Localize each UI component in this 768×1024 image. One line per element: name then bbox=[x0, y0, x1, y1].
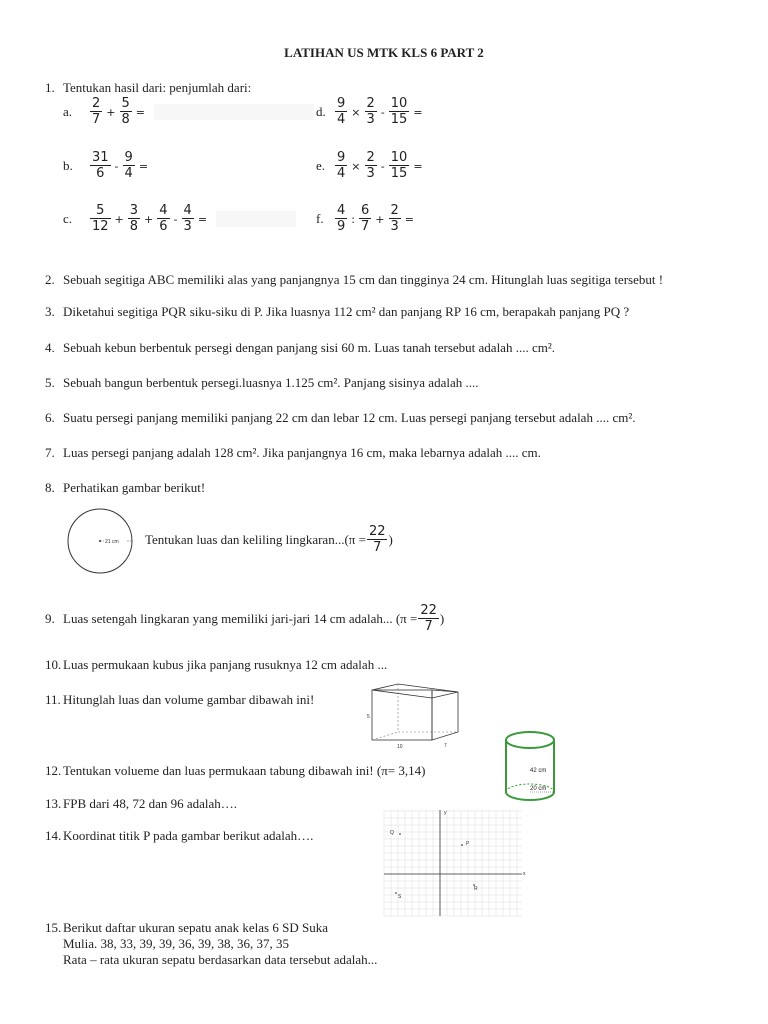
equals-sign: = bbox=[135, 105, 145, 119]
cylinder-height-label: 42 cm bbox=[530, 768, 547, 774]
fraction: $\frac{9}{4}$ bbox=[124, 150, 133, 181]
question-4: 4. Sebuah kebun berbentuk persegi dengan panjang sisi 60 m. Luas tanah tersebut adalah .... cm². bbox=[45, 340, 555, 355]
fraction: $\frac{6}{7}$ bbox=[361, 203, 370, 234]
equals-sign: = bbox=[404, 212, 414, 226]
question-7: 7. Luas persegi panjang adalah 128 cm². Jika panjangnya 16 cm, maka lebarnya adalah .... cm. bbox=[45, 445, 541, 460]
item-label: c. bbox=[63, 211, 73, 226]
operator: - bbox=[173, 212, 178, 226]
item-label: d. bbox=[316, 104, 326, 119]
question-8: 8. Perhatikan gambar berikut! bbox=[45, 480, 206, 495]
question-6: 6. Suatu persegi panjang memiliki panjang 22 cm dan lebar 12 cm. Luas persegi panjang tersebut adalah .... cm². bbox=[45, 410, 636, 425]
fraction: $\frac{4}{3}$ bbox=[183, 203, 192, 234]
question-text: Luas setengah lingkaran yang memiliki jari-jari 14 cm adalah... (π = bbox=[63, 611, 418, 626]
operator: + bbox=[375, 212, 385, 226]
cylinder-diameter-label: 20 cm bbox=[530, 786, 547, 792]
question-text: Luas persegi panjang adalah 128 cm². Jika panjangnya 16 cm, maka lebarnya adalah .... cm. bbox=[63, 445, 541, 460]
equals-sign: = bbox=[197, 212, 208, 226]
operator: + bbox=[106, 105, 116, 119]
item-label: a. bbox=[63, 104, 73, 119]
pi-fraction: $\frac{22}{7}$ bbox=[420, 603, 437, 634]
fraction: $\frac{10}{15}$ bbox=[390, 150, 408, 181]
answer-area bbox=[216, 211, 296, 227]
operator: + bbox=[144, 212, 154, 226]
item-1a bbox=[63, 96, 314, 128]
item-1d bbox=[316, 96, 426, 128]
fraction: $\frac{10}{15}$ bbox=[390, 96, 408, 127]
fraction: $\frac{5}{8}$ bbox=[121, 96, 130, 127]
fraction: $\frac{31}{6}$ bbox=[92, 150, 109, 181]
operator: - bbox=[380, 159, 385, 173]
cuboid-figure bbox=[364, 680, 464, 752]
question-text: Koordinat titik P pada gambar berikut adalah…. bbox=[63, 828, 314, 843]
equals-sign: = bbox=[138, 159, 149, 173]
equals-sign: = bbox=[413, 159, 423, 173]
question-1 bbox=[45, 80, 251, 96]
question-10: 10. Luas permukaan kubus jika panjang rusuknya 12 cm adalah ... bbox=[45, 657, 388, 672]
fraction: $\frac{2}{3}$ bbox=[390, 203, 399, 234]
fraction: $\frac{4}{6}$ bbox=[159, 203, 168, 234]
height-label: 5 bbox=[367, 714, 370, 720]
operator: - bbox=[114, 159, 119, 173]
question-9 bbox=[45, 603, 444, 635]
question-number: 9. bbox=[45, 611, 55, 626]
pi-fraction: $\frac{22}{7}$ bbox=[368, 524, 386, 555]
fraction: $\frac{9}{4}$ bbox=[337, 150, 346, 181]
question-2: 2. Sebuah segitiga ABC memiliki alas yang panjangnya 15 cm dan tingginya 24 cm. Hitunglah luas segitiga tersebut ! bbox=[45, 272, 664, 287]
question-text: Suatu persegi panjang memiliki panjang 22 cm dan lebar 12 cm. Luas persegi panjang tersebut adalah .... cm². bbox=[63, 410, 636, 425]
question-text: Sebuah bangun berbentuk persegi.luasnya 1.125 cm². Panjang sisinya adalah .... bbox=[63, 375, 479, 390]
fraction: $\frac{4}{9}$ bbox=[337, 203, 346, 234]
question-13: 13. FPB dari 48, 72 dan 96 adalah…. bbox=[45, 796, 238, 811]
item-1b bbox=[63, 150, 151, 182]
item-label: b. bbox=[63, 158, 73, 173]
width-label: 7 bbox=[444, 743, 447, 749]
point-p-label: P bbox=[466, 841, 470, 847]
item-1e bbox=[316, 150, 426, 182]
question-14: 14. Koordinat titik P pada gambar berikut adalah…. bbox=[45, 828, 314, 843]
y-axis-label: y bbox=[444, 810, 447, 816]
operator: × bbox=[351, 105, 361, 119]
question-text: Sebuah segitiga ABC memiliki alas yang panjangnya 15 cm dan tingginya 24 cm. Hitunglah luas segitiga tersebut ! bbox=[63, 272, 664, 287]
question-text: Mulia. 38, 33, 39, 39, 36, 39, 38, 36, 37, 35 bbox=[63, 936, 290, 951]
question-11: 11. Hitunglah luas dan volume gambar dibawah ini! bbox=[45, 692, 315, 707]
item-1c bbox=[63, 203, 296, 235]
question-5: 5. Sebuah bangun berbentuk persegi.luasnya 1.125 cm². Panjang sisinya adalah .... bbox=[45, 375, 479, 390]
fraction: $\frac{2}{7}$ bbox=[92, 96, 101, 127]
closing-paren: ) bbox=[439, 611, 445, 626]
fraction: $\frac{5}{12}$ bbox=[92, 203, 109, 234]
circle-figure bbox=[64, 505, 136, 577]
operator: : bbox=[351, 212, 355, 226]
fraction: $\frac{3}{8}$ bbox=[129, 203, 139, 234]
question-text: FPB dari 48, 72 dan 96 adalah…. bbox=[63, 796, 238, 811]
question-text: Perhatikan gambar berikut! bbox=[63, 480, 206, 495]
fraction: $\frac{2}{3}$ bbox=[366, 96, 375, 127]
question-text: Berikut daftar ukuran sepatu anak kelas 6 SD Suka bbox=[63, 920, 328, 935]
fraction: $\frac{9}{4}$ bbox=[337, 96, 346, 127]
page-title: LATIHAN US MTK KLS 6 PART 2 bbox=[284, 45, 484, 60]
item-label: e. bbox=[316, 158, 326, 173]
answer-area bbox=[154, 104, 314, 120]
question-text: Luas permukaan kubus jika panjang rusuknya 12 cm adalah ... bbox=[63, 657, 388, 672]
question-8-prompt bbox=[145, 524, 393, 556]
question-text: Diketahui segitiga PQR siku-siku di P. Jika luasnya 112 cm² dan panjang RP 16 cm, berapakah panjang PQ ? bbox=[63, 304, 630, 319]
question-12: 12. Tentukan volueme dan luas permukaan tabung dibawah ini! (π= 3,14) bbox=[45, 763, 426, 778]
operator: - bbox=[380, 105, 385, 119]
closing-paren: ) bbox=[388, 532, 393, 547]
question-text: Hitunglah luas dan volume gambar dibawah ini! bbox=[63, 692, 315, 707]
item-1f bbox=[316, 203, 417, 235]
coordinate-grid-figure bbox=[378, 808, 528, 918]
cylinder-figure bbox=[500, 728, 560, 804]
question-text: Tentukan luas dan keliling lingkaran...(π = bbox=[145, 532, 366, 547]
fraction: $\frac{2}{3}$ bbox=[366, 150, 375, 181]
x-axis-label: x bbox=[523, 871, 526, 877]
question-3: 3. Diketahui segitiga PQR siku-siku di P. Jika luasnya 112 cm² dan panjang RP 16 cm, berapakah panjang PQ ? bbox=[45, 304, 630, 319]
question-number: 15. bbox=[45, 920, 62, 935]
question-text: Sebuah kebun berbentuk persegi dengan panjang sisi 60 m. Luas tanah tersebut adalah .... cm². bbox=[63, 340, 555, 355]
point-q-label: Q bbox=[390, 830, 394, 836]
operator: + bbox=[114, 212, 124, 226]
equals-sign: = bbox=[413, 105, 423, 119]
question-15 bbox=[45, 920, 377, 968]
question-text: Tentukan volueme dan luas permukaan tabung dibawah ini! (π= 3,14) bbox=[63, 763, 426, 778]
length-label: 10 bbox=[397, 744, 403, 750]
item-label: f. bbox=[316, 211, 324, 226]
radius-label: 21 cm bbox=[105, 539, 119, 545]
question-text: Rata – rata ukuran sepatu berdasarkan data tersebut adalah... bbox=[63, 952, 378, 967]
grid-lines bbox=[384, 810, 522, 916]
point-r-label: R bbox=[474, 886, 478, 892]
operator: × bbox=[351, 159, 361, 173]
question-number: 1. bbox=[45, 80, 55, 95]
question-text: Tentukan hasil dari: penjumlah dari: bbox=[63, 80, 252, 95]
point-s-label: S bbox=[398, 894, 402, 900]
